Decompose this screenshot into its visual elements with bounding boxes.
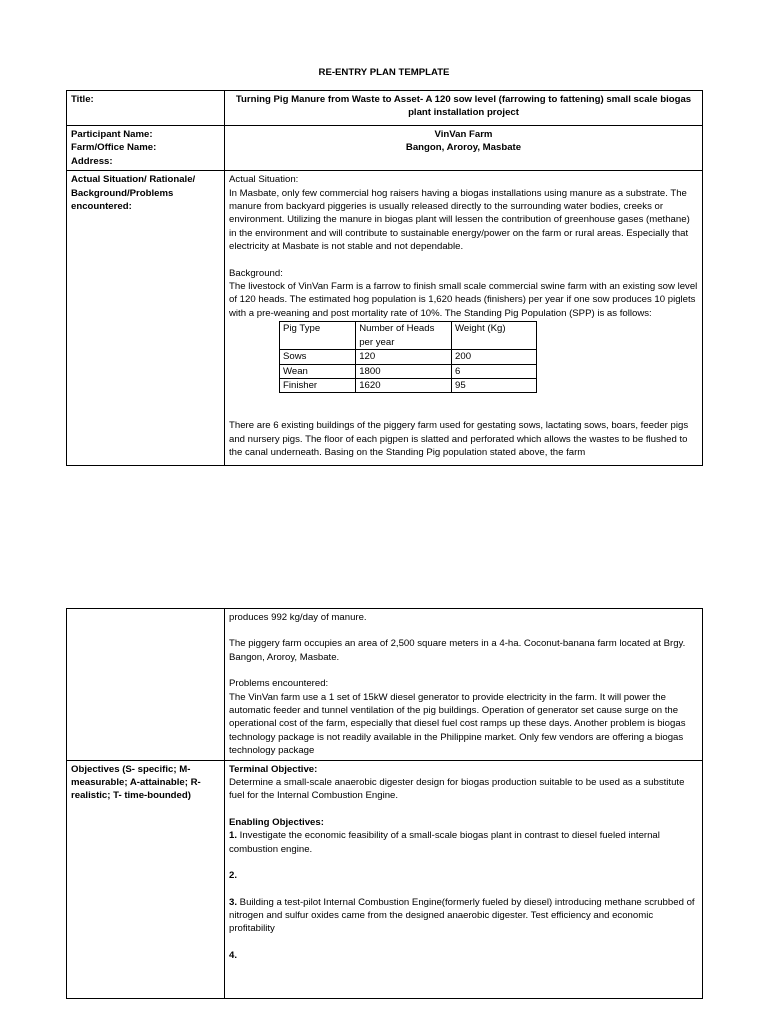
table-cell: Sows: [280, 350, 356, 364]
participant-row: [67, 126, 703, 171]
problems-text: The VinVan farm use a 1 set of 15kW diesel generator to provide electricity in the farm. It will power the automatic feeder and tunnel ventilation of the pig buildings. Operation of generator set cause surge on the operational cost of the farm, especially that diesel fuel cost ramps up these days. Another problem is biogas technology package is not readily available in the Philippine market. Only few vendors are offering a biogas technology package: [229, 691, 686, 757]
objectives-row: [67, 760, 703, 998]
participant-name-label: Participant Name:: [71, 129, 153, 140]
enabling-objectives-heading: Enabling Objectives:: [229, 816, 324, 828]
situation-content-continued: [225, 609, 703, 761]
pig-population-table: [279, 321, 537, 393]
table-cell: 1620: [356, 378, 452, 392]
area-text: The piggery farm occupies an area of 2,500 square meters in a 4-ha. Coconut-banana farm located at Brgy. Bangon, Aroroy, Masbate.: [229, 638, 686, 663]
enabling-objective-3: [229, 896, 698, 936]
actual-situation-text: In Masbate, only few commercial hog raisers having a biogas installations using manure as a substrate. The manure from backyard piggeries is usually released directly to the surrounding water bodies, creeks or environment. Utilizing the manure in biogas plant will lessen the contribution of greenhouse gases (methane) in the environment and will contribute to sustainable energy/power on the farm or rural areas. Especially that electricity at Masbate is not stable and not dependable.: [229, 187, 690, 253]
buildings-text: There are 6 existing buildings of the piggery farm used for gestating sows, lactating sows, boars, feeder pigs and nursery pigs. The floor of each pigpen is slatted and perforated which allows the wastes to be flushed to the canal underneath. Basing on the Standing Pig population stated above, the farm: [229, 420, 689, 459]
pig-table-header: [280, 322, 537, 350]
problems-heading: Problems encountered:: [229, 678, 329, 690]
background-heading: Background:: [229, 267, 283, 279]
address-value: Bangon, Aroroy, Masbate: [405, 142, 522, 154]
address-label: Address:: [71, 155, 113, 167]
objective-number: 3.: [229, 896, 238, 908]
enabling-objective-4: [229, 949, 698, 962]
situation-row-continued: [67, 609, 703, 761]
title-label: Title:: [67, 91, 225, 126]
situation-label-continued: [67, 609, 225, 761]
actual-situation-heading: Actual Situation:: [229, 174, 299, 186]
situation-row: [67, 171, 703, 466]
table-row: [280, 350, 537, 364]
farm-name-value: VinVan Farm: [434, 129, 493, 140]
objective-text: Building a test-pilot Internal Combustion Engine(formerly fueled by diesel) introducing methane scrubbed of nitrogen and sulfur oxides came from the designed anaerobic digester. Test efficiency and economic profitability: [229, 896, 695, 935]
table-cell: Finisher: [280, 378, 356, 392]
objective-text: Investigate the economic feasibility of a small-scale biogas plant in contrast to diesel fueled internal combustion engine.: [229, 830, 660, 855]
table-cell: 1800: [356, 364, 452, 378]
title-row: [67, 91, 703, 126]
table-cell: 200: [452, 350, 537, 364]
participant-values: [225, 126, 703, 171]
objectives-content: [225, 760, 703, 998]
header-heads-per-year: Number of Heads per year: [356, 322, 452, 350]
document-title: RE-ENTRY PLAN TEMPLATE: [318, 67, 450, 78]
terminal-objective-heading: Terminal Objective:: [229, 763, 318, 775]
objective-number: 1.: [229, 830, 238, 842]
terminal-objective-text: Determine a small-scale anaerobic digester design for biogas production suitable to be used as a substitute fuel for the Internal Combustion Engine.: [229, 777, 685, 802]
table-cell: Wean: [280, 364, 356, 378]
re-entry-form-page2: [66, 608, 703, 999]
objectives-label: Objectives (S- specific; M-measurable; A-attainable; R- realistic; T- time-bounded): [67, 760, 225, 998]
objective-number: 4.: [229, 949, 238, 961]
situation-label: Actual Situation/ Rationale/ Background/Problems encountered:: [67, 171, 225, 466]
table-row: [280, 378, 537, 392]
participant-labels: [67, 126, 225, 171]
enabling-objective-2: [229, 869, 698, 882]
title-value: Turning Pig Manure from Waste to Asset- A 120 sow level (farrowing to fattening) small scale biogas plant installation project: [225, 91, 703, 126]
table-cell: 6: [452, 364, 537, 378]
header-pig-type: Pig Type: [280, 322, 356, 350]
re-entry-form-page1: [66, 90, 703, 466]
table-cell: 120: [356, 350, 452, 364]
background-text: The livestock of VinVan Farm is a farrow to finish small scale commercial swine farm with an existing sow level of 120 heads. The estimated hog population is 1,620 heads (finishers) per year if one sow produces 10 piglets with a pre-weaning and post mortality rate of 10%. The Standing Pig Population (SPP) is as follows:: [229, 281, 698, 319]
enabling-objective-1: [229, 829, 698, 856]
objective-number: 2.: [229, 870, 238, 882]
manure-text: produces 992 kg/day of manure.: [229, 612, 367, 623]
farm-name-label: Farm/Office Name:: [71, 142, 157, 154]
table-row: [280, 364, 537, 378]
table-cell: 95: [452, 378, 537, 392]
header-weight: Weight (Kg): [452, 322, 537, 350]
situation-content: [225, 171, 703, 466]
